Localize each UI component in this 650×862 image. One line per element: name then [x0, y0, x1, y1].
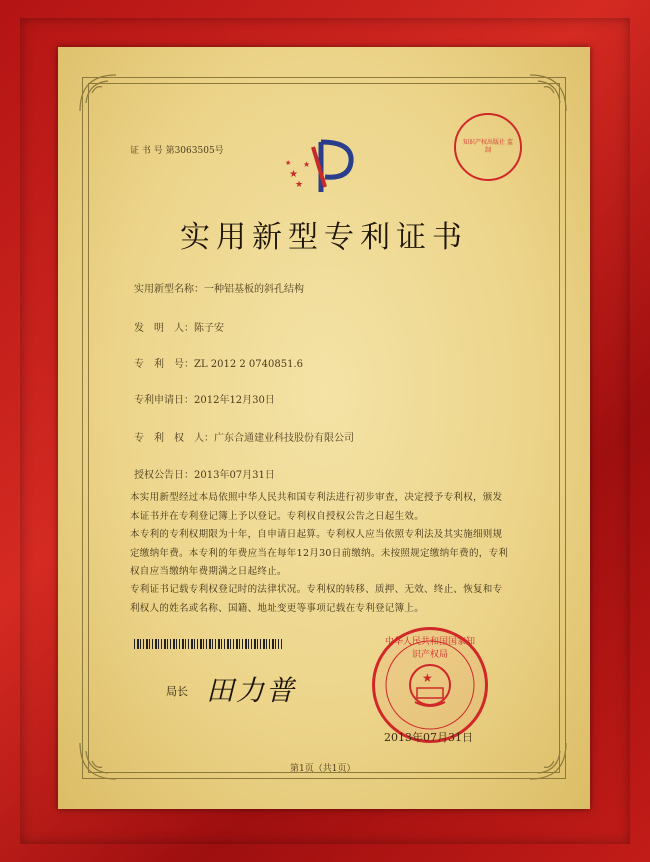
seal-date: 2013年07月31日: [384, 731, 473, 744]
field-value: 陈子安: [194, 323, 224, 334]
publisher-seal-text: 知识产权出版社 监制: [463, 139, 513, 154]
field-row-grant-date: [134, 466, 275, 481]
field-row-patentee: [134, 429, 354, 444]
certificate-title: 实用新型专利证书: [180, 220, 468, 255]
certificate-number: 证 书 号 第3063505号: [130, 146, 224, 156]
corner-ornament-bl: [78, 741, 118, 781]
patent-office-logo: [283, 137, 363, 197]
svg-text:★: ★: [303, 160, 311, 169]
certificate-paper: [58, 47, 590, 809]
seal-text: 中华人民共和国国家知识产权局: [384, 637, 475, 660]
publisher-seal: [454, 113, 522, 181]
paragraph-term: 本专利的专利权期限为十年，自申请日起算。专利权人应当依照专利法及其实施细则规定缴纳年费。本专利的年费应当在每年12月30日前缴纳。未按照规定缴纳年费的，专利权自应当缴纳年费期满之日起终止。: [130, 529, 509, 577]
field-row-application-date: [134, 391, 275, 406]
field-label: 专 利 权 人：: [134, 433, 214, 444]
svg-text:★: ★: [295, 180, 304, 190]
field-label: 授权公告日：: [134, 470, 194, 481]
field-row-name: [134, 280, 304, 295]
field-label: 发 明 人：: [134, 323, 194, 334]
field-value: 2012年12月30日: [194, 395, 275, 406]
field-value: 一种铝基板的斜孔结构: [204, 284, 304, 295]
corner-ornament-tl: [78, 73, 118, 113]
field-value: 2013年07月31日: [194, 470, 275, 481]
svg-text:★: ★: [289, 169, 298, 180]
director-signature: 田力普: [206, 674, 297, 707]
svg-text:★: ★: [285, 159, 292, 167]
barcode: [134, 639, 282, 649]
field-row-inventor: [134, 319, 224, 334]
paragraph-legal-status: 专利证书记载专利权登记时的法律状况。专利权的转移、质押、无效、终止、恢复和专利权人的姓名或名称、国籍、地址变更等事项记载在专利登记簿上。: [130, 584, 503, 614]
director-label: 局长: [166, 685, 188, 698]
page-footer: 第1页（共1页）: [290, 764, 356, 774]
field-value: 广东合通建业科技股份有限公司: [214, 433, 354, 444]
paragraph-grant: 本实用新型经过本局依照中华人民共和国专利法进行初步审查，决定授予专利权，颁发本证书并在专利登记簿上予以登记。专利权自授权公告之日起生效。: [130, 492, 503, 522]
field-label: 专利申请日：: [134, 395, 194, 406]
patent-office-seal: [372, 627, 488, 743]
corner-ornament-br: [528, 741, 568, 781]
field-label: 实用新型名称：: [134, 284, 204, 295]
svg-text:★: ★: [422, 671, 433, 685]
corner-ornament-tr: [528, 73, 568, 113]
field-value: ZL 2012 2 0740851.6: [194, 359, 304, 370]
field-row-patent-number: [134, 355, 303, 370]
field-label: 专 利 号：: [134, 359, 194, 370]
